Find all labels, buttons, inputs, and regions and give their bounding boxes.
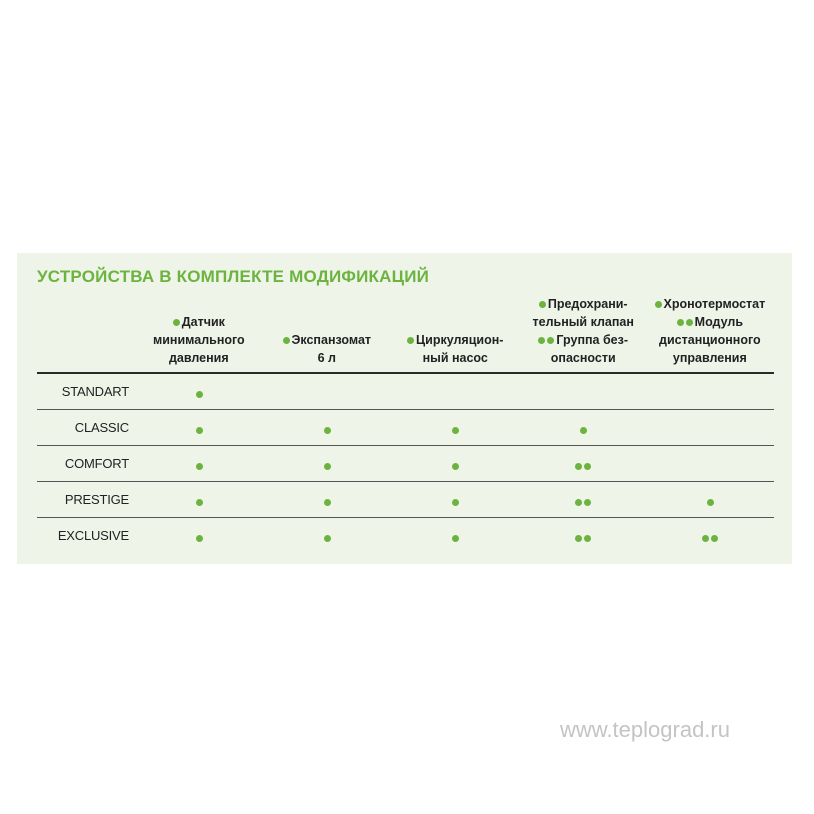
bullet-dot (196, 463, 203, 470)
bullet-dot (324, 499, 331, 506)
bullet-dot (407, 337, 414, 344)
table-cell-dots (323, 494, 332, 508)
bullet-dot (196, 427, 203, 434)
table-cell-dots (574, 458, 592, 472)
bullet-dot (452, 535, 459, 542)
row-label-standart: STANDART (61, 384, 129, 399)
table-cell-dots (451, 494, 460, 508)
bullet-dot (686, 319, 693, 326)
bullet-dot (539, 301, 546, 308)
column-header-4 (533, 295, 634, 367)
column-header-text: управления (672, 351, 747, 365)
column-header-3 (407, 331, 503, 367)
row-divider (37, 445, 774, 446)
column-header-line (533, 349, 634, 367)
bullet-dot (711, 535, 718, 542)
table-title: УСТРОЙСТВА В КОМПЛЕКТЕ МОДИФИКАЦИЙ (37, 267, 430, 286)
table-cell-dots (195, 422, 204, 436)
column-header-2 (283, 331, 372, 367)
column-header-line (407, 349, 503, 367)
column-header-line (655, 295, 766, 313)
column-header-line (153, 349, 245, 367)
table-cell-dots (706, 494, 715, 508)
devices-table-panel (17, 253, 792, 564)
bullet-dot (584, 499, 591, 506)
row-divider (37, 517, 774, 518)
table-cell-dots (195, 494, 204, 508)
table-cell-dots (574, 494, 592, 508)
bullet-dot (452, 427, 459, 434)
bullet-dot (584, 463, 591, 470)
column-header-line (655, 313, 766, 331)
row-label-classic: CLASSIC (74, 420, 129, 435)
table-cell-dots (579, 422, 588, 436)
table-cell-dots (195, 530, 204, 544)
table-cell-dots (701, 530, 719, 544)
row-divider (37, 409, 774, 410)
column-header-line (283, 349, 372, 367)
bullet-dot (702, 535, 709, 542)
column-header-line (153, 313, 245, 331)
table-cell-dots (195, 386, 204, 400)
bullet-dot (324, 463, 331, 470)
column-header-line (153, 331, 245, 349)
column-header-1 (153, 313, 245, 367)
row-label-exclusive: EXCLUSIVE (57, 528, 129, 543)
column-header-text: Модуль (694, 315, 744, 329)
bullet-dot (580, 427, 587, 434)
column-header-5 (655, 295, 766, 367)
bullet-dot (584, 535, 591, 542)
column-header-text: ный насос (422, 351, 488, 365)
bullet-dot (324, 427, 331, 434)
column-header-line (655, 331, 766, 349)
column-header-text: минимального (153, 333, 245, 347)
column-header-line (655, 349, 766, 367)
table-cell-dots (323, 422, 332, 436)
bullet-dot (575, 463, 582, 470)
bullet-dot (547, 337, 554, 344)
column-header-text: Циркуляцион- (416, 333, 504, 347)
bullet-dot (283, 337, 290, 344)
column-header-line (533, 295, 634, 313)
bullet-dot (452, 463, 459, 470)
bullet-dot (173, 319, 180, 326)
table-cell-dots (451, 458, 460, 472)
bullet-dot (196, 499, 203, 506)
column-header-text: Экспанзомат (291, 333, 372, 347)
bullet-dot (677, 319, 684, 326)
table-cell-dots (574, 530, 592, 544)
column-header-line (533, 331, 634, 349)
column-header-line (407, 331, 503, 349)
column-header-text: Группа без- (556, 333, 629, 347)
bullet-dot (324, 535, 331, 542)
table-cell-dots (323, 458, 332, 472)
bullet-dot (196, 391, 203, 398)
bullet-dot (655, 301, 662, 308)
column-header-text: Хронотермостат (663, 297, 766, 311)
row-divider (37, 481, 774, 482)
row-label-prestige: PRESTIGE (64, 492, 129, 507)
column-header-line (533, 313, 634, 331)
column-header-text: Предохрани- (547, 297, 628, 311)
bullet-dot (452, 499, 459, 506)
watermark-url: www.teplograd.ru (560, 717, 730, 742)
row-label-comfort: COMFORT (64, 456, 129, 471)
bullet-dot (707, 499, 714, 506)
column-header-text: тельный клапан (532, 315, 634, 329)
column-header-text: дистанционного (659, 333, 761, 347)
bullet-dot (575, 535, 582, 542)
column-header-text: опасности (550, 351, 616, 365)
column-header-line (283, 331, 372, 349)
bullet-dot (538, 337, 545, 344)
table-cell-dots (323, 530, 332, 544)
column-header-text: Датчик (181, 315, 225, 329)
table-cell-dots (195, 458, 204, 472)
column-header-text: 6 л (317, 351, 336, 365)
header-rule (37, 372, 774, 374)
table-cell-dots (451, 422, 460, 436)
bullet-dot (196, 535, 203, 542)
column-header-text: давления (169, 351, 229, 365)
table-cell-dots (451, 530, 460, 544)
bullet-dot (575, 499, 582, 506)
